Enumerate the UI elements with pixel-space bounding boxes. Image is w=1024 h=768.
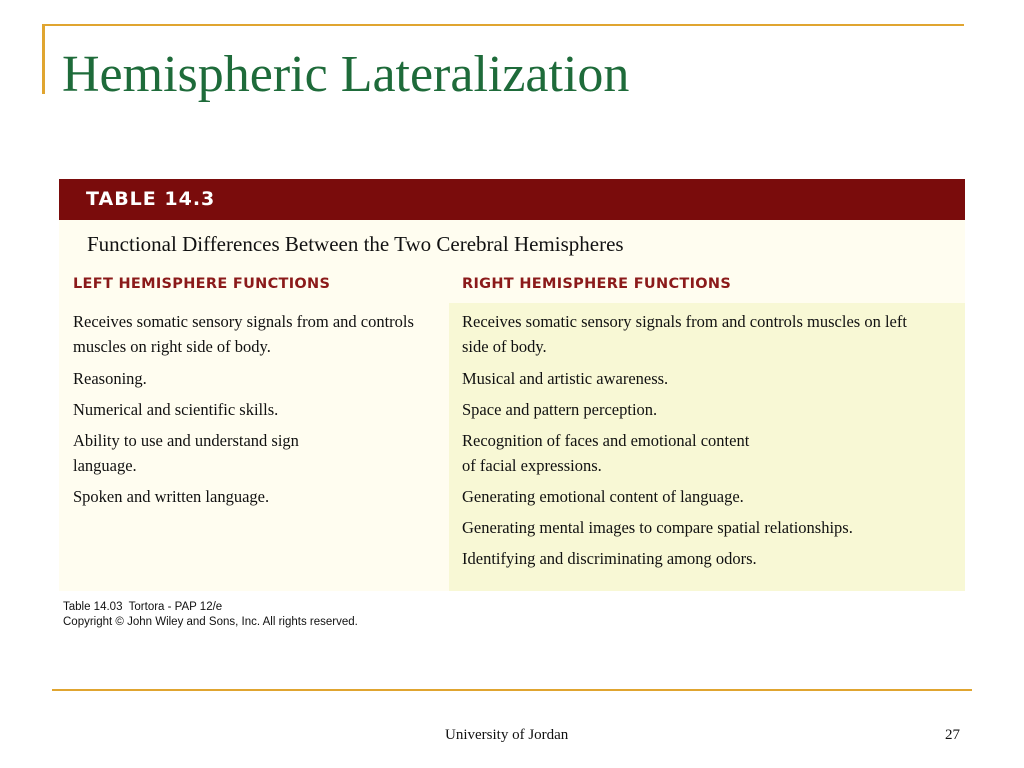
table-label: TABLE 14.3 xyxy=(59,179,965,220)
right-function-item: Identifying and discriminating among odors. xyxy=(462,549,757,568)
corner-accent-vertical xyxy=(42,24,45,94)
table-figure xyxy=(59,179,965,591)
corner-accent-horizontal xyxy=(42,24,964,26)
right-column-header: RIGHT HEMISPHERE FUNCTIONS xyxy=(462,276,732,292)
right-function-item: Space and pattern perception. xyxy=(462,400,658,419)
left-function-item: Ability to use and understand sign language. xyxy=(73,431,299,475)
right-function-item: Generating emotional content of language. xyxy=(462,487,744,506)
left-function-item: Numerical and scientific skills. xyxy=(73,400,279,419)
left-column-header: LEFT HEMISPHERE FUNCTIONS xyxy=(73,276,331,292)
figure-credit xyxy=(63,600,358,630)
credit-source: Table 14.03 Tortora - PAP 12/e xyxy=(63,601,223,613)
table-caption: Functional Differences Between the Two Cerebral Hemispheres xyxy=(87,232,624,256)
footer-rule xyxy=(52,689,972,691)
right-function-item: Generating mental images to compare spatial relationships. xyxy=(462,518,853,537)
page-number: 27 xyxy=(945,727,960,743)
left-function-item: Reasoning. xyxy=(73,369,147,388)
slide-title: Hemispheric Lateralization xyxy=(62,46,630,103)
left-function-item: Receives somatic sensory signals from and controls muscles on right side of body. xyxy=(73,312,414,356)
right-function-item: Receives somatic sensory signals from and controls muscles on left side of body. xyxy=(462,312,907,356)
credit-copyright: Copyright © John Wiley and Sons, Inc. All rights reserved. xyxy=(63,616,358,628)
left-function-item: Spoken and written language. xyxy=(73,487,270,506)
right-function-item: Recognition of faces and emotional content of facial expressions. xyxy=(462,431,750,475)
footer-organization: University of Jordan xyxy=(445,727,569,743)
right-function-item: Musical and artistic awareness. xyxy=(462,369,669,388)
